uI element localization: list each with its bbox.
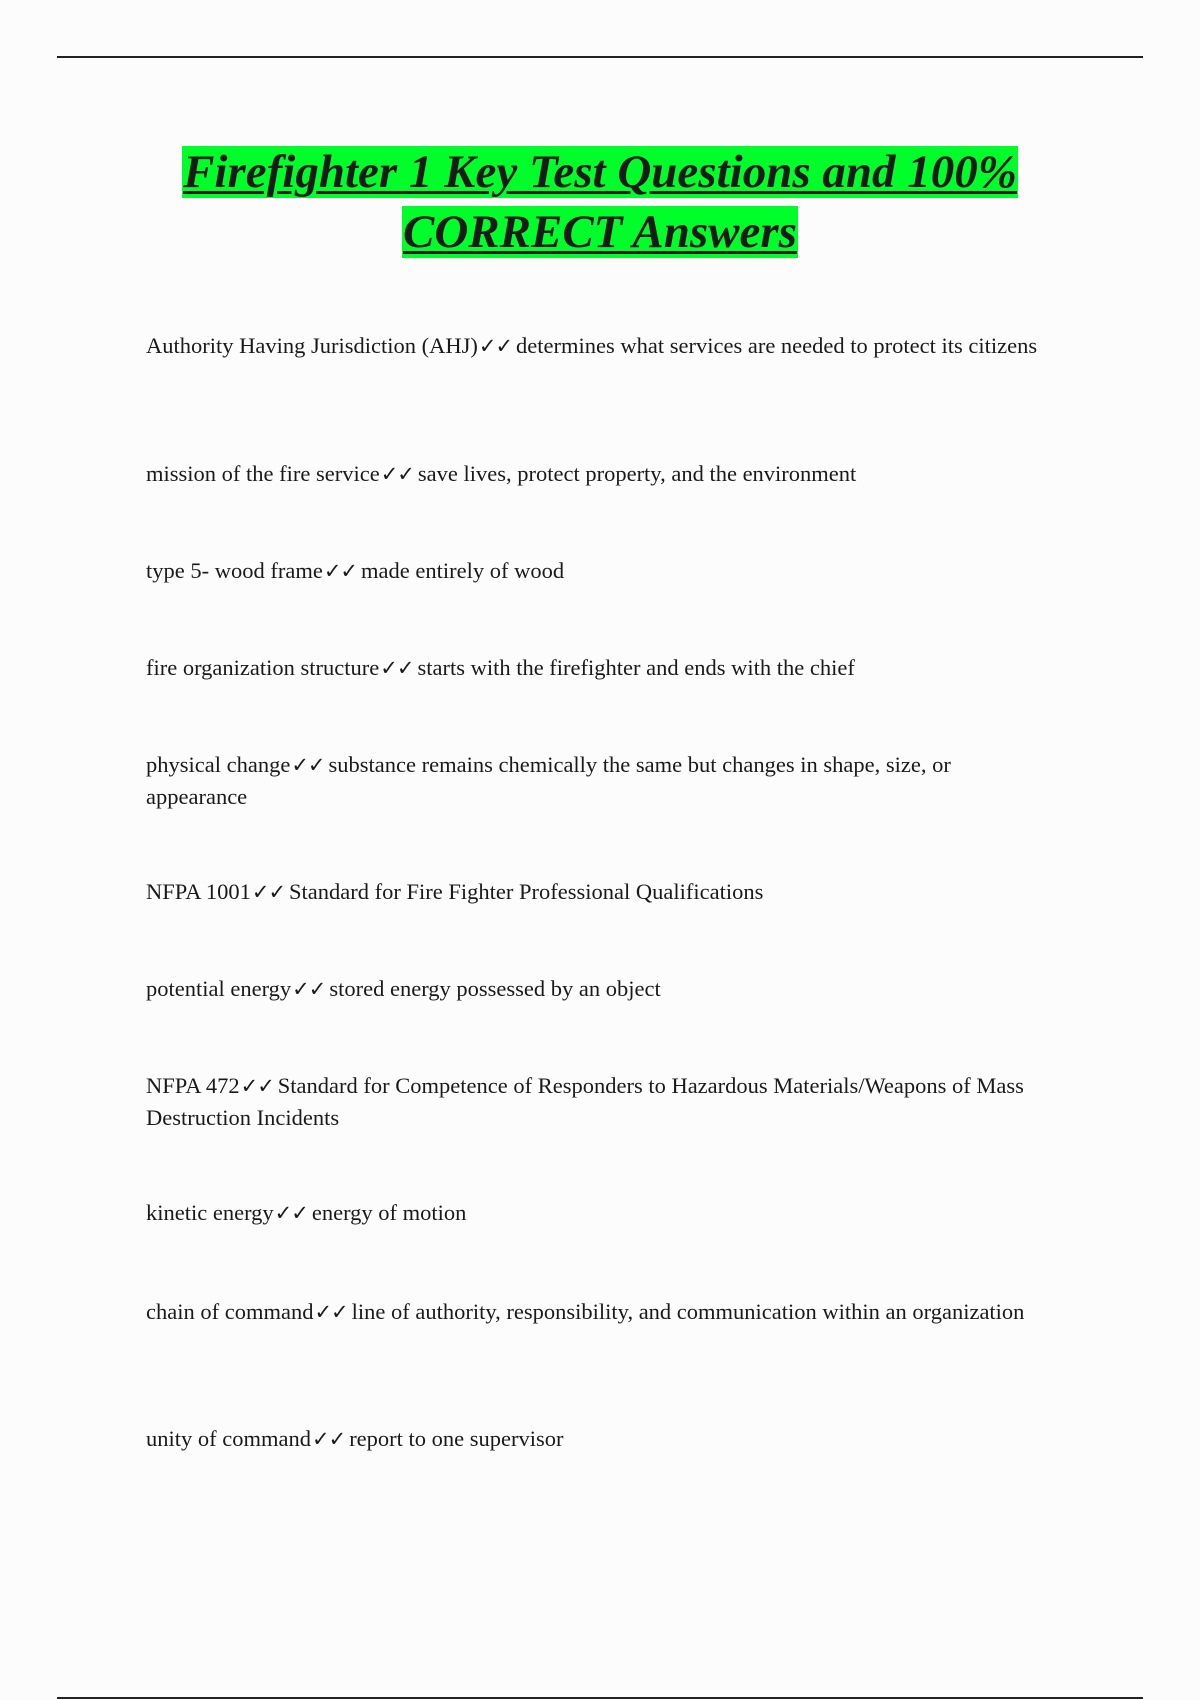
qa-term: fire organization structure [146,655,380,680]
double-check-icon: ✓✓ [292,977,326,1001]
double-check-icon: ✓✓ [314,1300,348,1324]
qa-term: type 5- wood frame [146,558,323,583]
qa-definition: Standard for Competence of Responders to Hazardous Materials/Weapons of Mass Destruction Incidents [146,1073,1024,1130]
double-check-icon: ✓✓ [240,1074,274,1098]
double-check-icon: ✓✓ [291,753,325,777]
qa-item-ahj [146,330,1046,362]
qa-definition: determines what services are needed to protect its citizens [516,333,1038,358]
title-line-1: Firefighter 1 Key Test Questions and 100% [183,146,1017,198]
qa-item-mission [146,458,1046,490]
qa-definition: made entirely of wood [361,558,565,583]
qa-term: NFPA 1001 [146,879,251,904]
qa-term: potential energy [146,976,292,1001]
document-title [100,142,1100,262]
qa-term: kinetic energy [146,1200,274,1225]
qa-item-org-structure [146,652,1046,684]
qa-item-nfpa472 [146,1070,1046,1133]
double-check-icon: ✓✓ [274,1201,308,1225]
qa-item-potential-energy [146,973,1046,1005]
qa-term: chain of command [146,1299,314,1324]
qa-term: mission of the fire service [146,461,380,486]
qa-definition: energy of motion [311,1200,467,1225]
qa-item-type5 [146,555,1046,587]
qa-item-nfpa1001 [146,876,1046,908]
qa-item-physical-change [146,749,1046,812]
qa-definition: stored energy possessed by an object [329,976,661,1001]
qa-term: unity of command [146,1426,311,1451]
qa-term: Authority Having Jurisdiction (AHJ) [146,333,478,358]
qa-term: NFPA 472 [146,1073,240,1098]
bottom-rule [57,1697,1143,1699]
qa-item-unity-of-command [146,1423,1046,1455]
qa-definition: report to one supervisor [349,1426,564,1451]
qa-definition: substance remains chemically the same but changes in shape, size, or appearance [146,752,951,809]
double-check-icon: ✓✓ [323,559,358,583]
double-check-icon: ✓✓ [380,462,414,486]
qa-definition: starts with the firefighter and ends with the chief [417,655,855,680]
qa-term: physical change [146,752,291,777]
qa-item-kinetic-energy [146,1197,1046,1229]
double-check-icon: ✓✓ [478,334,513,358]
double-check-icon: ✓✓ [380,656,414,680]
title-line-2: CORRECT Answers [403,206,797,258]
top-rule [57,56,1143,58]
double-check-icon: ✓✓ [311,1427,346,1451]
qa-definition: save lives, protect property, and the environment [417,461,857,486]
qa-definition: line of authority, responsibility, and communication within an organization [351,1299,1025,1324]
qa-definition: Standard for Fire Fighter Professional Qualifications [289,879,764,904]
double-check-icon: ✓✓ [251,880,286,904]
qa-item-chain-of-command [146,1296,1046,1328]
